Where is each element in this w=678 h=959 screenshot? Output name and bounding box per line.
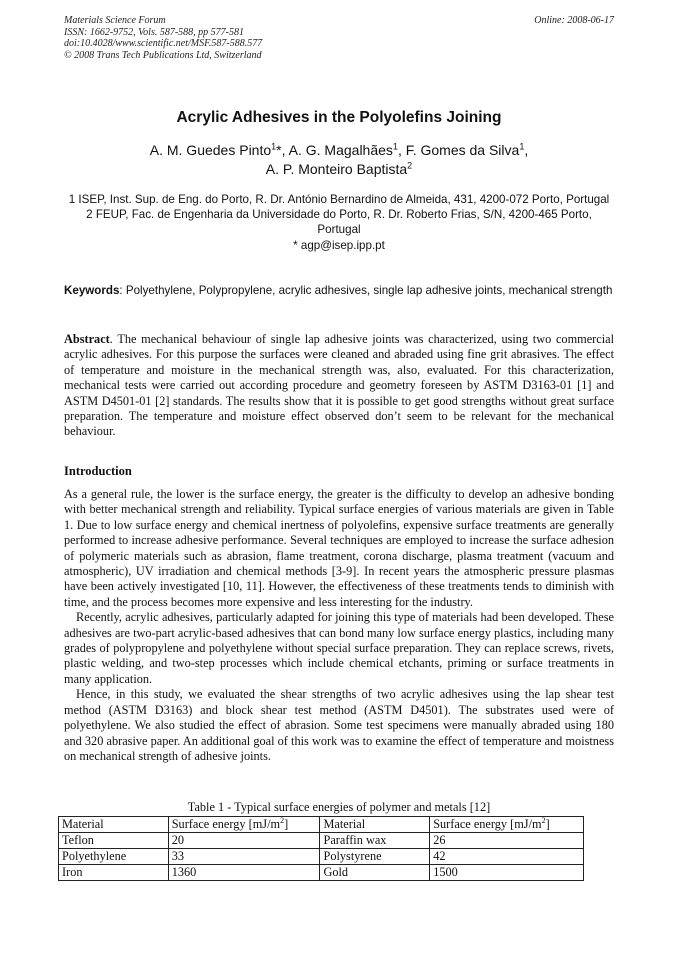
author-affil-mark: 2 bbox=[407, 160, 413, 171]
header-cell: Material bbox=[320, 817, 430, 833]
keywords-text: : Polyethylene, Polypropylene, acrylic adhesives, single lap adhesive joints, mechanical strength bbox=[119, 284, 613, 297]
author-name: A. P. Monteiro Baptista bbox=[265, 161, 408, 177]
paper-title: Acrylic Adhesives in the Polyolefins Joining bbox=[176, 109, 502, 126]
header-cell bbox=[430, 817, 584, 833]
journal-doi: doi:10.4028/www.scientific.net/MSF.587-588.577 bbox=[64, 38, 263, 50]
paragraph: As a general rule, the lower is the surface energy, the greater is the difficulty to develop an adhesive bonding with better mechanical strength and reliability. Typical surface energies of various materials are given in Table 1. Due to low surface energy and chemical inertness of polyolefins, expensive surface treatments are generally performed to increase adhesive performance. Several techniques are employed to increase the surface adhesion of polymeric materials such as abrasion, flame treatment, corona discharge, plasma treatment (vacuum and atmospheric), UV irradiation and chemical methods [3-9]. In recent years the atmospheric pressure plasmas have been actively investigated [10, 11]. However, the effectiveness of these treatments tends to diminish with time, and the process becomes more expensive and less interesting for the industry. bbox=[64, 487, 614, 609]
header-cell: Material bbox=[59, 817, 169, 833]
table-cell: Iron bbox=[59, 865, 169, 881]
table-cell: 20 bbox=[168, 833, 320, 849]
author-affil-mark: 1 bbox=[519, 141, 525, 152]
affiliation-1: 1 ISEP, Inst. Sup. de Eng. do Porto, R. Dr. António Bernardino de Almeida, 431, 4200-072 Porto, Portugal bbox=[68, 193, 610, 206]
header-cell bbox=[168, 817, 320, 833]
affiliations bbox=[64, 192, 614, 253]
header-energy-exp: 2 bbox=[541, 815, 546, 825]
header-energy-close: ] bbox=[545, 817, 550, 831]
table-cell: 1360 bbox=[168, 865, 320, 881]
author-line-1 bbox=[64, 141, 614, 160]
table-cell: 1500 bbox=[430, 865, 584, 881]
table-cell: 42 bbox=[430, 849, 584, 865]
table-cell: 33 bbox=[168, 849, 320, 865]
keywords bbox=[64, 283, 614, 298]
keywords-label: Keywords bbox=[64, 284, 120, 297]
section-heading-introduction: Introduction bbox=[64, 464, 132, 478]
header-energy-text: Surface energy [mJ/m bbox=[433, 817, 542, 831]
abstract-text: . The mechanical behaviour of single lap adhesive joints was characterized, using two commercial acrylic adhesives. For this purpose the surfaces were cleaned and abraded using fine grit abrasives. The effect of temperature and moisture in the mechanical strength was, also, evaluated. For this characterization, mechanical tests were carried out according procedure and geometry foreseen by ASTM D3163-01 [1] and ASTM D4501-01 [2] standards. The results show that it is possible to get good strengths without great surface preparation. The temperature and moisture effect observed don’t seem to be relevant for the mechanical behaviour. bbox=[64, 332, 614, 439]
paragraph: Hence, in this study, we evaluated the shear strengths of two acrylic adhesives using the lap shear test method (ASTM D3163) and block shear test method (ASTM D4501). The substrates used were of polyethylene. We also studied the effect of abrasion. Some test specimens were manually abraded using 180 and 320 abrasive paper. An additional goal of this work was to examine the effect of temperature and moistness on mechanical strength of adhesive joints. bbox=[64, 687, 614, 763]
corresponding-email: * agp@isep.ipp.pt bbox=[293, 238, 385, 252]
header-energy-text: Surface energy [mJ/m bbox=[171, 817, 281, 831]
abstract-label: Abstract bbox=[64, 332, 110, 346]
table-cell: Teflon bbox=[59, 833, 169, 849]
online-date: Online: 2008-06-17 bbox=[534, 15, 614, 26]
table-cell: Polyethylene bbox=[59, 849, 169, 865]
table-cell: Paraffin wax bbox=[320, 833, 430, 849]
table-row bbox=[59, 849, 584, 865]
header-energy-close: ] bbox=[284, 817, 289, 831]
author-line-2 bbox=[64, 160, 614, 179]
table-row bbox=[59, 865, 584, 881]
table-cell: 26 bbox=[430, 833, 584, 849]
table-row bbox=[59, 833, 584, 849]
introduction-body bbox=[64, 487, 614, 764]
author-affil-mark: 1 bbox=[392, 141, 398, 152]
author-name: A. M. Guedes Pinto bbox=[149, 142, 272, 158]
surface-energy-table bbox=[58, 816, 584, 881]
journal-info bbox=[64, 15, 262, 61]
abstract bbox=[64, 332, 614, 440]
table-cell: Polystyrene bbox=[320, 849, 430, 865]
affiliation-2: 2 FEUP, Fac. de Engenharia da Universidade do Porto, R. Dr. Roberto Frias, S/N, 4200-465 Porto, Portugal bbox=[86, 208, 592, 237]
author-affil-mark: 1 bbox=[271, 141, 277, 152]
author-name: F. Gomes da Silva bbox=[405, 142, 520, 158]
header-energy-exp: 2 bbox=[280, 815, 285, 825]
author-name: A. G. Magalhães bbox=[288, 142, 393, 158]
author-list bbox=[64, 141, 614, 179]
author-separator: , bbox=[397, 142, 406, 158]
table-header-row bbox=[59, 817, 584, 833]
journal-copyright: © 2008 Trans Tech Publications Ltd, Switzerland bbox=[64, 49, 262, 61]
journal-name: Materials Science Forum bbox=[64, 15, 166, 26]
corresponding-mark: *, bbox=[276, 142, 289, 158]
table-caption: Table 1 - Typical surface energies of polymer and metals [12] bbox=[187, 800, 491, 814]
journal-issn: ISSN: 1662-9752, Vols. 587-588, pp 577-581 bbox=[64, 26, 244, 38]
paragraph: Recently, acrylic adhesives, particularly adapted for joining this type of materials had been developed. These adhesives are two-part acrylic-based adhesives that can bond many low surface energy plastics, including many grades of polypropylene and polyethylene without special surface preparation. They can replace screws, rivets, plastic welding, and two-step processes which include chemical etchants, priming or surface treatments in many application. bbox=[64, 610, 614, 686]
author-separator: , bbox=[524, 142, 529, 158]
table-cell: Gold bbox=[320, 865, 430, 881]
